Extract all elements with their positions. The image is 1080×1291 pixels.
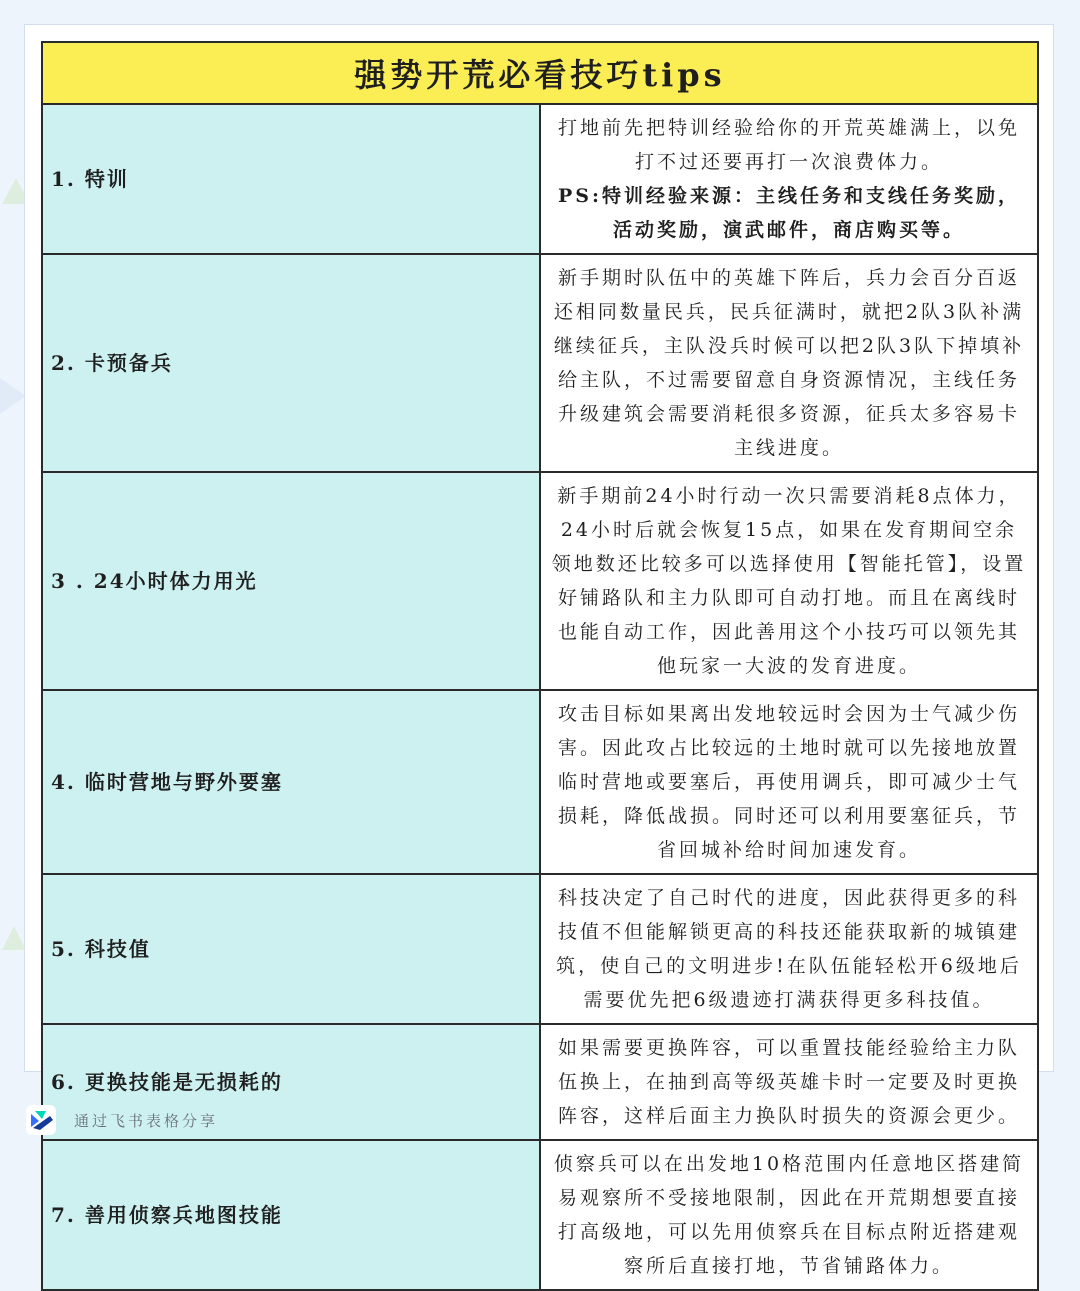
share-caption: 通过飞书表格分享 [74,1111,219,1130]
row-content: 攻击目标如果离出发地较远时会因为士气减少伤害。因此攻占比较远的土地时就可以先接地放置临时营地或要塞后，再使用调兵，即可减少士气损耗，降低战损。同时还可以利用要塞征兵，节省回城补给时间加速发育。 [557,703,1020,861]
sheet-title[interactable]: 强势开荒必看技巧tips [42,42,1038,104]
row-label-cell[interactable] [42,690,540,874]
row-label: 5. 科技值 [51,937,151,961]
row-content-cell[interactable] [540,1140,1038,1290]
row-label: 6. 更换技能是无损耗的 [51,1070,283,1094]
title-row [42,42,1038,104]
row-content: 侦察兵可以在出发地10格范围内任意地区搭建简易观察所不受接地限制，因此在开荒期想要直接打高级地，可以先用侦察兵在目标点附近搭建观察所后直接打地，节省铺路体力。 [553,1153,1025,1277]
decorative-triangle [0,378,26,414]
table-row [42,1140,1038,1290]
row-label: 1. 特训 [51,167,129,191]
feishu-logo-icon [26,1105,56,1135]
table-row [42,472,1038,690]
row-content: 新手期前24小时行动一次只需要消耗8点体力，24小时后就会恢复15点，如果在发育期间空余领地数还比较多可以选择使用【智能托管】，设置好铺路队和主力队即可自动打地。而且在离线时也能自动工作，因此善用这个小技巧可以领先其他玩家一大波的发育进度。 [551,485,1027,677]
row-content: 新手期时队伍中的英雄下阵后，兵力会百分百返还相同数量民兵，民兵征满时，就把2队3队补满 继续征兵，主队没兵时候可以把2队3队下掉填补给主队，不过需要留意自身资源情况，主线任务升级建筑会需要消耗很多资源，征兵太多容易卡主线进度。 [553,267,1025,459]
row-content: 如果需要更换阵容，可以重置技能经验给主力队伍换上，在抽到高等级英雄卡时一定要及时更换阵容，这样后面主力换队时损失的资源会更少。 [557,1037,1020,1127]
row-content-cell[interactable] [540,104,1038,254]
row-label: 2. 卡预备兵 [51,351,173,375]
row-label-cell[interactable] [42,104,540,254]
row-note: PS:特训经验来源：主线任务和支线任务奖励，活动奖励，演武邮件，商店购买等。 [557,185,1021,241]
row-label: 3 . 24小时体力用光 [51,569,258,593]
row-content-cell[interactable] [540,254,1038,472]
decorative-triangle [2,926,26,950]
row-content: 科技决定了自己时代的进度，因此获得更多的科技值不但能解锁更高的科技还能获取新的城镇建筑，使自己的文明进步!在队伍能轻松开6级地后需要优先把6级遗迹打满获得更多科技值。 [556,887,1022,1011]
row-label: 4. 临时营地与野外要塞 [51,770,283,794]
row-label-cell[interactable] [42,1140,540,1290]
share-footer [26,1104,218,1136]
row-label-cell[interactable] [42,254,540,472]
row-label: 7. 善用侦察兵地图技能 [51,1203,283,1227]
row-content-cell[interactable] [540,690,1038,874]
row-label-cell[interactable] [42,874,540,1024]
table-row [42,690,1038,874]
row-content-cell[interactable] [540,1024,1038,1140]
row-content-cell[interactable] [540,472,1038,690]
table-row [42,254,1038,472]
row-label-cell[interactable] [42,472,540,690]
row-content-cell[interactable] [540,874,1038,1024]
table-row [42,874,1038,1024]
table-row [42,104,1038,254]
row-content: 打地前先把特训经验给你的开荒英雄满上，以免打不过还要再打一次浪费体力。 [557,117,1020,173]
